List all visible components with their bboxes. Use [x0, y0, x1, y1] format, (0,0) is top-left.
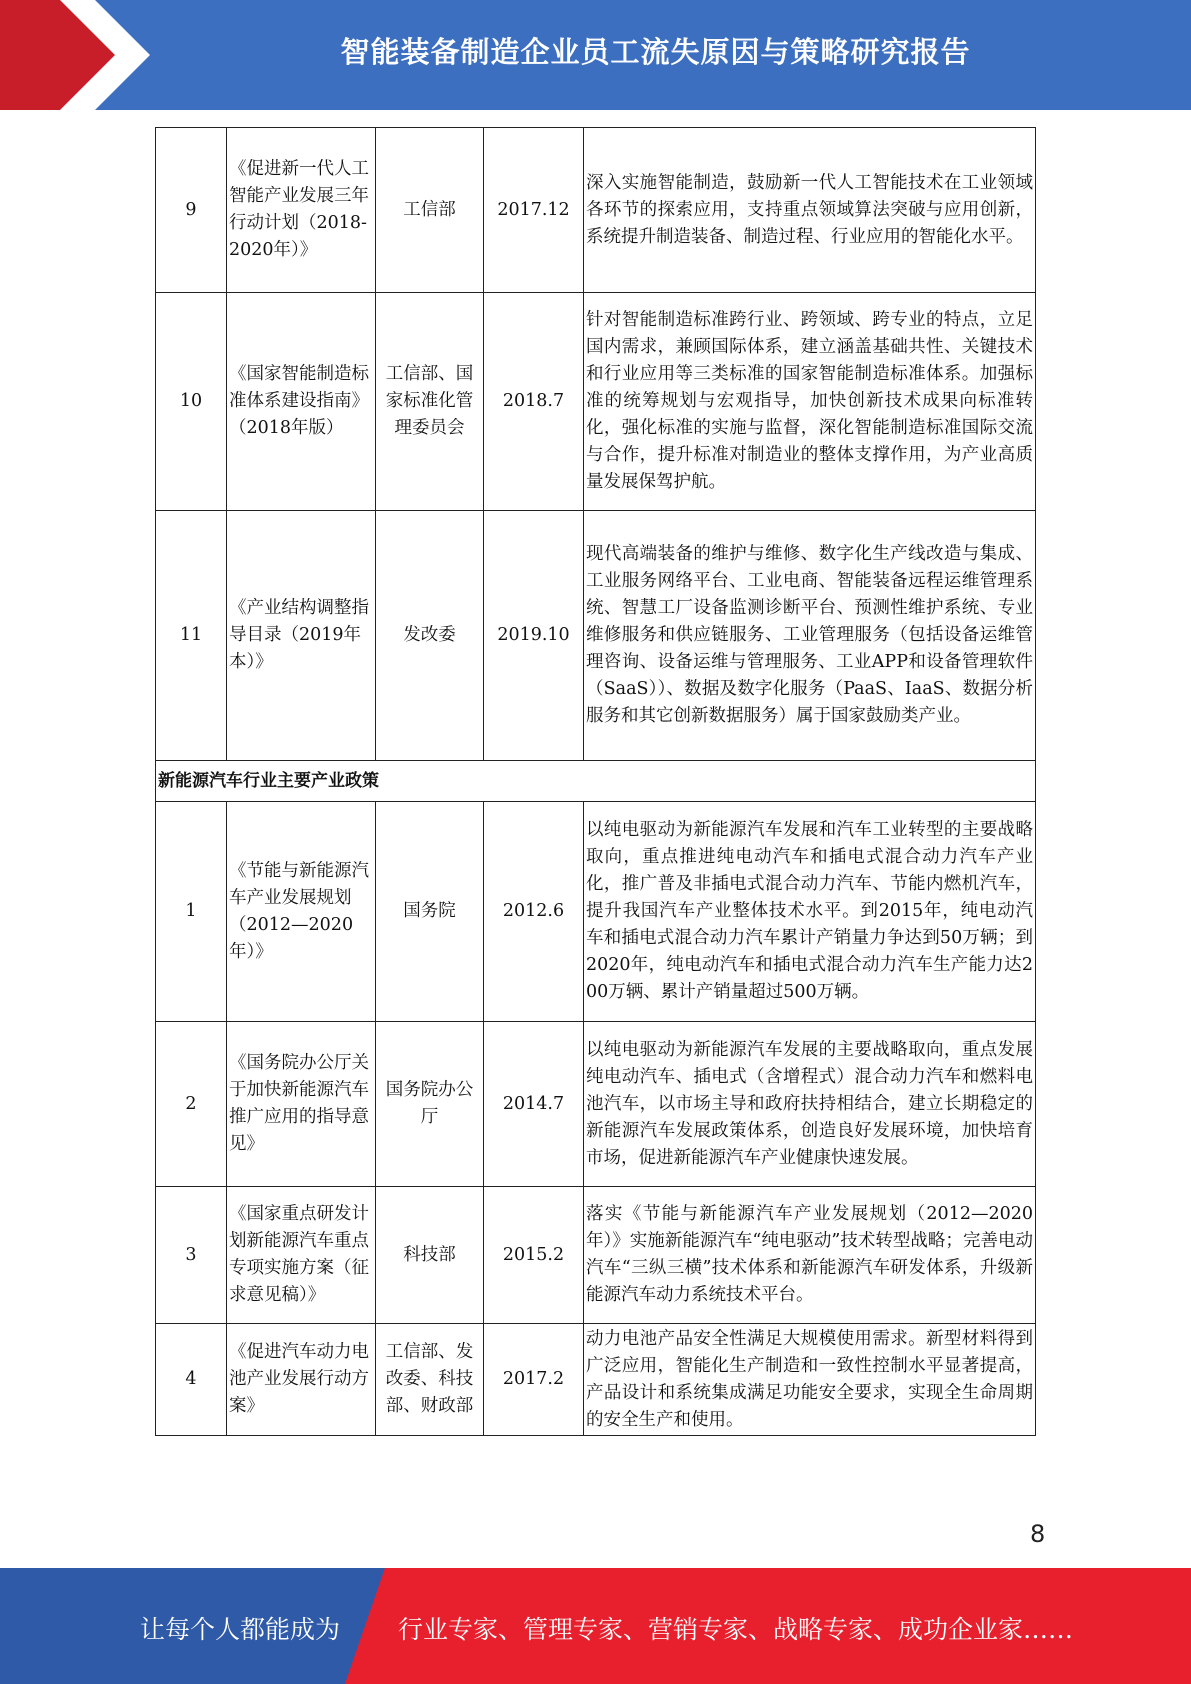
row-number: 3 — [156, 1187, 227, 1324]
section-row — [156, 761, 1036, 802]
policy-name: 《节能与新能源汽车产业发展规划（2012—2020年）》 — [227, 802, 376, 1022]
policy-description: 动力电池产品安全性满足大规模使用需求。新型材料得到广泛应用，智能化生产制造和一致性控制水平显著提高，产品设计和系统集成满足功能安全要求，实现全生命周期的安全生产和使用。 — [584, 1324, 1036, 1436]
issuing-department: 科技部 — [376, 1187, 484, 1324]
issue-date: 2012.6 — [484, 802, 584, 1022]
issue-date: 2014.7 — [484, 1022, 584, 1187]
section-title: 新能源汽车行业主要产业政策 — [156, 761, 1036, 802]
policy-name: 《促进新一代人工智能产业发展三年行动计划（2018-2020年）》 — [227, 128, 376, 293]
document-title: 智能装备制造企业员工流失原因与策略研究报告 — [340, 35, 971, 69]
issue-date: 2019.10 — [484, 511, 584, 761]
policy-name: 《国家智能制造标准体系建设指南》（2018年版） — [227, 293, 376, 511]
policy-name: 《国家重点研发计划新能源汽车重点专项实施方案（征求意见稿）》 — [227, 1187, 376, 1324]
policy-table — [155, 127, 1036, 1436]
row-number: 1 — [156, 802, 227, 1022]
row-number: 11 — [156, 511, 227, 761]
table-row — [156, 511, 1036, 761]
table-row — [156, 1187, 1036, 1324]
policy-name: 《国务院办公厅关于加快新能源汽车推广应用的指导意见》 — [227, 1022, 376, 1187]
issue-date: 2017.12 — [484, 128, 584, 293]
issuing-department: 国务院 — [376, 802, 484, 1022]
policy-description: 落实《节能与新能源汽车产业发展规划（2012—2020年）》实施新能源汽车“纯电驱动”技术转型战略；完善电动汽车“三纵三横”技术体系和新能源汽车研发体系，升级新能源汽车动力系统技术平台。 — [584, 1187, 1036, 1324]
policy-name: 《促进汽车动力电池产业发展行动方案》 — [227, 1324, 376, 1436]
issuing-department: 发改委 — [376, 511, 484, 761]
page-number: 8 — [1030, 1520, 1046, 1548]
policy-description: 针对智能制造标准跨行业、跨领域、跨专业的特点，立足国内需求，兼顾国际体系，建立涵盖基础共性、关键技术和行业应用等三类标准的国家智能制造标准体系。加强标准的统筹规划与宏观指导，加快创新技术成果向标准转化，强化标准的实施与监督，深化智能制造标准国际交流与合作，提升标准对制造业的整体支撑作用，为产业高质量发展保驾护航。 — [584, 293, 1036, 511]
row-number: 2 — [156, 1022, 227, 1187]
page-header — [0, 0, 1191, 110]
row-number: 4 — [156, 1324, 227, 1436]
page-footer — [0, 1568, 1191, 1684]
policy-description: 深入实施智能制造，鼓励新一代人工智能技术在工业领域各环节的探索应用，支持重点领域算法突破与应用创新，系统提升制造装备、制造过程、行业应用的智能化水平。 — [584, 128, 1036, 293]
table-row — [156, 293, 1036, 511]
policy-description: 以纯电驱动为新能源汽车发展和汽车工业转型的主要战略取向，重点推进纯电动汽车和插电式混合动力汽车产业化，推广普及非插电式混合动力汽车、节能内燃机汽车，提升我国汽车产业整体技术水平。到2015年，纯电动汽车和插电式混合动力汽车累计产销量力争达到50万辆；到2020年，纯电动汽车和插电式混合动力汽车生产能力达200万辆、累计产销量超过500万辆。 — [584, 802, 1036, 1022]
table-row — [156, 802, 1036, 1022]
issuing-department: 工信部、发改委、科技部、财政部 — [376, 1324, 484, 1436]
issuing-department: 工信部、国家标准化管理委员会 — [376, 293, 484, 511]
header-arrow-decoration — [0, 0, 160, 110]
table-row — [156, 1022, 1036, 1187]
policy-description: 现代高端装备的维护与维修、数字化生产线改造与集成、工业服务网络平台、工业电商、智能装备远程运维管理系统、智慧工厂设备监测诊断平台、预测性维护系统、专业维修服务和供应链服务、工业管理服务（包括设备运维管理咨询、设备运维与管理服务、工业APP和设备管理软件（SaaS））、数据及数字化服务（PaaS、IaaS、数据分析服务和其它创新数据服务）属于国家鼓励类产业。 — [584, 511, 1036, 761]
policy-description: 以纯电驱动为新能源汽车发展的主要战略取向，重点发展纯电动汽车、插电式（含增程式）混合动力汽车和燃料电池汽车，以市场主导和政府扶持相结合，建立长期稳定的新能源汽车发展政策体系，创造良好发展环境，加快培育市场，促进新能源汽车产业健康快速发展。 — [584, 1022, 1036, 1187]
issuing-department: 国务院办公厅 — [376, 1022, 484, 1187]
footer-slogan-right: 行业专家、管理专家、营销专家、战略专家、成功企业家…… — [398, 1615, 1074, 1644]
row-number: 9 — [156, 128, 227, 293]
table-row — [156, 128, 1036, 293]
policy-name: 《产业结构调整指导目录（2019年本）》 — [227, 511, 376, 761]
footer-slogan-left: 让每个人都能成为 — [140, 1615, 341, 1644]
row-number: 10 — [156, 293, 227, 511]
issue-date: 2018.7 — [484, 293, 584, 511]
issue-date: 2017.2 — [484, 1324, 584, 1436]
table-row — [156, 1324, 1036, 1436]
issue-date: 2015.2 — [484, 1187, 584, 1324]
issuing-department: 工信部 — [376, 128, 484, 293]
